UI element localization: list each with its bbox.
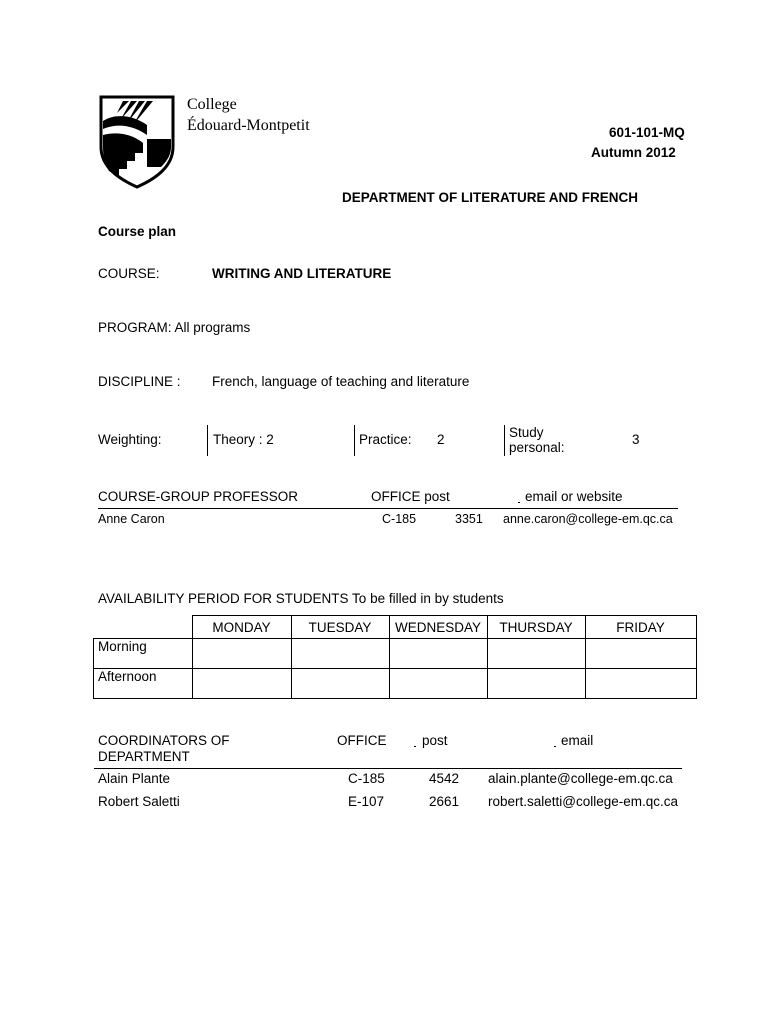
course-code: 601-101-MQ: [609, 125, 685, 140]
tab-mark: [554, 746, 556, 747]
term: Autumn 2012: [591, 145, 676, 160]
availability-row-afternoon: [94, 669, 697, 699]
coordinators-rule: [94, 768, 682, 769]
day-monday: MONDAY: [192, 616, 291, 639]
course-value: WRITING AND LITERATURE: [212, 266, 392, 281]
coordinators-post-header: post: [422, 733, 448, 748]
corner-cell: [94, 616, 193, 639]
professor-name: Anne Caron: [98, 512, 165, 526]
availability-cell[interactable]: [389, 639, 487, 669]
coordinator-name: Robert Saletti: [98, 794, 180, 809]
coordinator-name: Alain Plante: [98, 771, 171, 786]
availability-title: AVAILABILITY PERIOD FOR STUDENTS To be filled in by students: [98, 591, 504, 606]
study-label-line2: personal:: [509, 440, 565, 455]
discipline-value: French, language of teaching and literature: [212, 374, 470, 389]
department-title: DEPARTMENT OF LITERATURE AND FRENCH: [342, 190, 638, 205]
email-header: email or website: [525, 489, 623, 504]
weighting-divider: [354, 425, 355, 456]
logo-text-institution: Édouard-Montpetit: [187, 117, 310, 134]
program-text: PROGRAM: All programs: [98, 320, 251, 335]
row-label-afternoon: Afternoon: [94, 669, 193, 699]
coordinators-header-line1: COORDINATORS OF: [98, 733, 230, 748]
professor-email: anne.caron@college-em.qc.ca: [503, 512, 673, 526]
coordinator-office: C-185: [348, 771, 385, 786]
coordinator-email: alain.plante@college-em.qc.ca: [488, 771, 673, 786]
course-plan-heading: Course plan: [98, 224, 177, 239]
weighting-divider: [207, 425, 208, 456]
header-rule: [98, 508, 678, 509]
coordinators-email-header: email: [561, 733, 594, 748]
professor-post: 3351: [455, 512, 483, 526]
coordinator-office: E-107: [348, 794, 385, 809]
logo-text-college: College: [187, 96, 237, 113]
coordinator-post: 4542: [429, 771, 460, 786]
tab-mark: [414, 746, 416, 747]
theory-hours: Theory : 2: [213, 432, 274, 447]
professor-office: C-185: [382, 512, 417, 526]
coordinators-office-header: OFFICE: [337, 733, 387, 748]
availability-cell[interactable]: [585, 639, 696, 669]
availability-cell[interactable]: [585, 669, 696, 699]
availability-cell[interactable]: [192, 669, 291, 699]
availability-table: [93, 615, 697, 699]
professor-header: COURSE-GROUP PROFESSOR: [98, 489, 299, 504]
availability-cell[interactable]: [291, 669, 389, 699]
coordinator-post: 2661: [429, 794, 460, 809]
availability-cell[interactable]: [487, 639, 585, 669]
coordinators-header-line2: DEPARTMENT: [98, 749, 190, 764]
day-friday: FRIDAY: [585, 616, 696, 639]
office-post-header: OFFICE post: [371, 489, 450, 504]
weighting-divider: [504, 425, 505, 456]
day-thursday: THURSDAY: [487, 616, 585, 639]
course-label: COURSE:: [98, 266, 160, 281]
college-shield-logo: [99, 95, 175, 189]
availability-header-row: [94, 616, 697, 639]
availability-row-morning: [94, 639, 697, 669]
availability-cell[interactable]: [291, 639, 389, 669]
study-label-line1: Study: [509, 425, 544, 440]
weighting-label: Weighting:: [98, 432, 162, 447]
study-value: 3: [632, 432, 640, 447]
day-wednesday: WEDNESDAY: [389, 616, 487, 639]
availability-cell[interactable]: [389, 669, 487, 699]
tab-mark: [518, 502, 520, 503]
availability-cell[interactable]: [192, 639, 291, 669]
discipline-label: DISCIPLINE :: [98, 374, 181, 389]
practice-label: Practice:: [359, 432, 412, 447]
row-label-morning: Morning: [94, 639, 193, 669]
availability-cell[interactable]: [487, 669, 585, 699]
day-tuesday: TUESDAY: [291, 616, 389, 639]
practice-value: 2: [437, 432, 445, 447]
coordinator-email: robert.saletti@college-em.qc.ca: [488, 794, 679, 809]
